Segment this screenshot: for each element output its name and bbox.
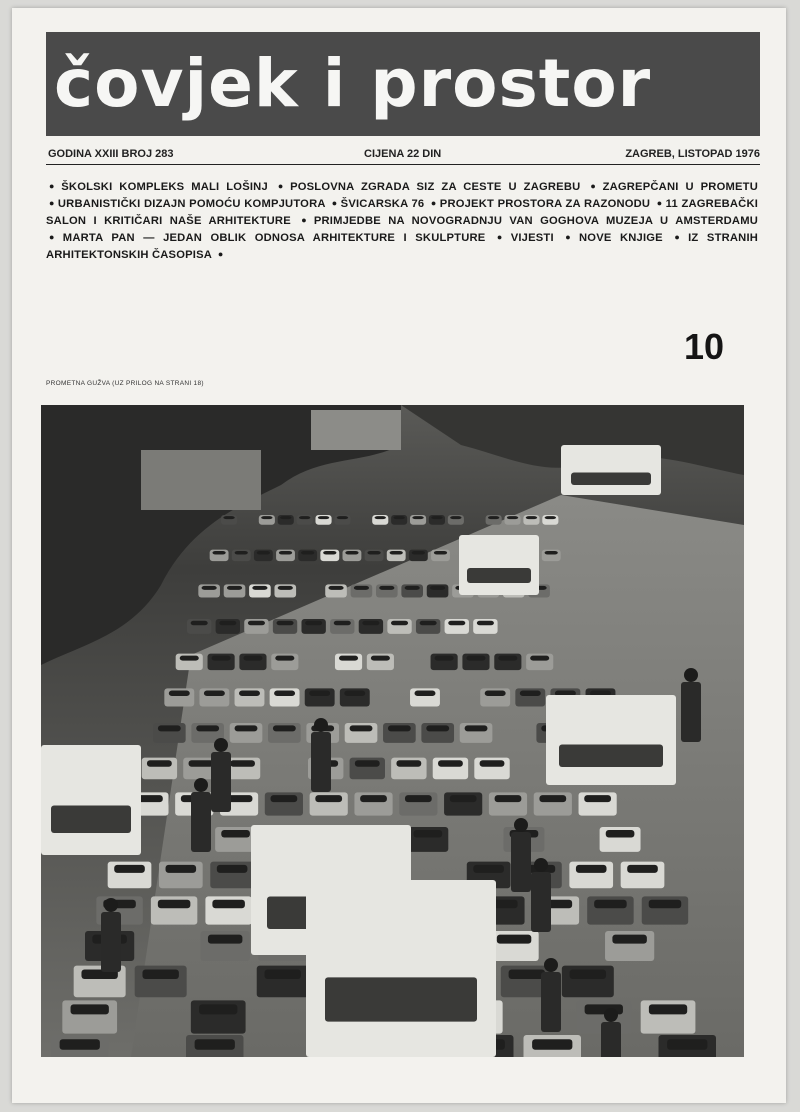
person-head <box>514 818 528 832</box>
contents-item: MARTA PAN — JEDAN OBLIK ODNOSA ARHITEKTURE I SKULPTURE <box>62 232 486 244</box>
car-window <box>221 830 250 837</box>
car-window <box>204 691 225 696</box>
car-window <box>309 691 330 696</box>
car-window <box>391 621 408 625</box>
car-window <box>570 969 606 978</box>
person-head <box>214 738 228 752</box>
car-window <box>71 1004 109 1014</box>
car-window <box>465 725 488 731</box>
car-window <box>507 516 518 519</box>
car-window <box>495 795 522 802</box>
car-window <box>180 656 199 661</box>
person-head <box>544 958 558 972</box>
caravan-window <box>559 745 663 768</box>
magazine-cover <box>12 8 786 1103</box>
car-window <box>396 760 421 766</box>
car-window <box>212 551 225 554</box>
caravan-window <box>467 568 531 583</box>
car-window <box>414 830 443 837</box>
car-window <box>219 621 236 625</box>
magazine-title: čovjek i prostor <box>54 45 652 122</box>
caravan-window <box>51 806 131 834</box>
car-window <box>434 551 447 554</box>
car-window <box>279 551 292 554</box>
car-window <box>239 691 260 696</box>
car-window <box>354 586 369 590</box>
person-head <box>604 1008 618 1022</box>
contents-item: 11 ZAGREBAČKI SALON I KRITIČARI NAŠE ARHITEKTURE <box>46 198 759 227</box>
person-body <box>531 872 551 932</box>
car-window <box>323 551 336 554</box>
car-window <box>334 621 351 625</box>
price: CIJENA 22 DIN <box>364 148 442 160</box>
car-window <box>375 516 386 519</box>
car-window <box>379 586 394 590</box>
issue-meta-line <box>46 146 760 165</box>
contents-item: PRIMJEDBE NA NOVOGRADNJU VAN GOGHOVA MUZEJA U AMSTERDAMU <box>313 215 759 227</box>
car-window <box>362 621 379 625</box>
caravan <box>41 745 141 855</box>
bullet-dot: ● <box>277 181 288 191</box>
car-window <box>649 900 682 908</box>
bullet-dot: ● <box>49 198 55 208</box>
car-window <box>627 865 658 873</box>
car-window <box>252 586 267 590</box>
caravan-window <box>325 977 477 1021</box>
car-window <box>530 656 549 661</box>
contents-item: NOVE KNJIGE <box>579 232 663 244</box>
person-body <box>681 682 701 742</box>
bullet-dot: ● <box>217 249 224 259</box>
car-window <box>448 621 465 625</box>
bullet-dot: ● <box>49 181 59 191</box>
car-window <box>261 516 272 519</box>
car-window <box>438 760 463 766</box>
car-window <box>405 586 420 590</box>
car-window <box>415 691 436 696</box>
person-body <box>601 1022 621 1057</box>
issue-info: GODINA XXIII BROJ 283 <box>48 148 174 160</box>
car-window <box>158 900 191 908</box>
bullet-dot: ● <box>301 215 311 225</box>
car-window <box>271 795 298 802</box>
car-window <box>450 516 461 519</box>
car-window <box>594 900 627 908</box>
place-date: ZAGREB, LISTOPAD 1976 <box>625 148 760 160</box>
person-head <box>314 718 328 732</box>
car-window <box>584 795 611 802</box>
caravan <box>561 445 661 495</box>
contents-item: ŠVICARSKA 76 <box>340 198 425 210</box>
car-window <box>606 830 635 837</box>
car-window <box>202 586 217 590</box>
car-window <box>430 586 445 590</box>
traffic-jam-illustration <box>41 405 744 1057</box>
photo-caption: PROMETNA GUŽVA (UZ PRILOG NA STRANI 18) <box>46 380 204 387</box>
car-window <box>208 935 242 944</box>
car-window <box>355 760 380 766</box>
car-window <box>520 691 541 696</box>
car-window <box>199 1004 237 1014</box>
car-window <box>473 865 504 873</box>
car-window <box>195 1039 235 1050</box>
car-window <box>545 551 558 554</box>
contents-item: ZAGREPČANI U PROMETU <box>602 181 758 193</box>
person-body <box>191 792 211 852</box>
car-window <box>189 760 214 766</box>
contents-item: ŠKOLSKI KOMPLEKS MALI LOŠINJ <box>61 181 268 193</box>
contents-item: IZ STRANIH ARHITEKTONSKIH ČASOPISA <box>46 232 759 261</box>
car-window <box>390 551 403 554</box>
bullet-dot: ● <box>565 232 577 242</box>
caravan <box>459 535 539 595</box>
car-window <box>278 586 293 590</box>
car-window <box>60 1039 100 1050</box>
car-window <box>299 516 310 519</box>
car-window <box>158 725 181 731</box>
car-window <box>223 516 234 519</box>
car-window <box>576 865 607 873</box>
car-window <box>339 656 358 661</box>
person-body <box>101 912 121 972</box>
car-window <box>142 969 178 978</box>
car-window <box>196 725 219 731</box>
person-body <box>511 832 531 892</box>
car-window <box>243 656 262 661</box>
person-body <box>541 972 561 1032</box>
car-window <box>344 691 365 696</box>
car-window <box>360 795 387 802</box>
car-window <box>545 516 556 519</box>
car-window <box>275 656 294 661</box>
car-window <box>394 516 405 519</box>
car-window <box>526 516 537 519</box>
car-window <box>230 760 255 766</box>
person-head <box>684 668 698 682</box>
car-window <box>509 969 545 978</box>
car-window <box>435 656 454 661</box>
car-window <box>388 725 411 731</box>
car-window <box>301 551 314 554</box>
car-window <box>532 1039 572 1050</box>
car-window <box>227 586 242 590</box>
car-window <box>367 551 380 554</box>
person-head <box>534 858 548 872</box>
car-window <box>191 621 208 625</box>
car-window <box>217 865 248 873</box>
car-window <box>412 551 425 554</box>
contents-item: URBANISTIČKI DIZAJN POMOĆU KOMPJUTORA <box>57 198 326 210</box>
car-window <box>273 725 296 731</box>
bullet-dot: ● <box>331 198 338 208</box>
car-window <box>277 621 294 625</box>
car-window <box>498 656 517 661</box>
car-window <box>280 516 291 519</box>
person-body <box>311 732 331 792</box>
car-window <box>265 969 301 978</box>
issue-number: 10 <box>684 326 725 367</box>
cover-photo-traffic-jam <box>41 405 744 1057</box>
car-window <box>466 656 485 661</box>
car-window <box>405 795 432 802</box>
car-window <box>667 1039 707 1050</box>
car-window <box>212 656 231 661</box>
bullet-dot: ● <box>674 232 686 242</box>
caravan <box>306 880 496 1057</box>
table-of-contents <box>46 178 758 263</box>
masthead <box>46 32 760 136</box>
car-window <box>350 725 373 731</box>
car-window <box>305 621 322 625</box>
car-window <box>235 725 258 731</box>
car-window <box>488 516 499 519</box>
person-body <box>211 752 231 812</box>
car-window <box>477 621 494 625</box>
car-window <box>649 1004 687 1014</box>
car-window <box>426 725 449 731</box>
car-window <box>147 760 172 766</box>
car-window <box>166 865 197 873</box>
car-window <box>235 551 248 554</box>
bullet-dot: ● <box>496 232 508 242</box>
car-window <box>274 691 295 696</box>
caravan <box>546 695 676 785</box>
contents-item: PROJEKT PROSTORA ZA RAZONODU <box>439 198 651 210</box>
contents-item: VIJESTI <box>510 232 554 244</box>
contents-item: POSLOVNA ZGRADA SIZ ZA CESTE U ZAGREBU <box>290 181 581 193</box>
car-window <box>328 586 343 590</box>
person-head <box>194 778 208 792</box>
car-window <box>248 621 265 625</box>
bullet-dot: ● <box>590 181 600 191</box>
car-window <box>497 935 531 944</box>
car-window <box>257 551 270 554</box>
person-head <box>104 898 118 912</box>
car-window <box>412 516 423 519</box>
caravan-window <box>571 473 651 486</box>
bullet-dot: ● <box>656 198 663 208</box>
car-window <box>114 865 145 873</box>
car-window <box>212 900 245 908</box>
car-window <box>450 795 477 802</box>
car-window <box>345 551 358 554</box>
car-window <box>612 935 646 944</box>
car-window <box>371 656 390 661</box>
car-window <box>539 795 566 802</box>
bullet-dot: ● <box>430 198 437 208</box>
car-window <box>337 516 348 519</box>
car-window <box>480 760 505 766</box>
car-window <box>318 516 329 519</box>
car-window <box>485 691 506 696</box>
car-window <box>315 795 342 802</box>
car-window <box>420 621 437 625</box>
car-window <box>169 691 190 696</box>
bullet-dot: ● <box>49 232 60 242</box>
car-window <box>431 516 442 519</box>
